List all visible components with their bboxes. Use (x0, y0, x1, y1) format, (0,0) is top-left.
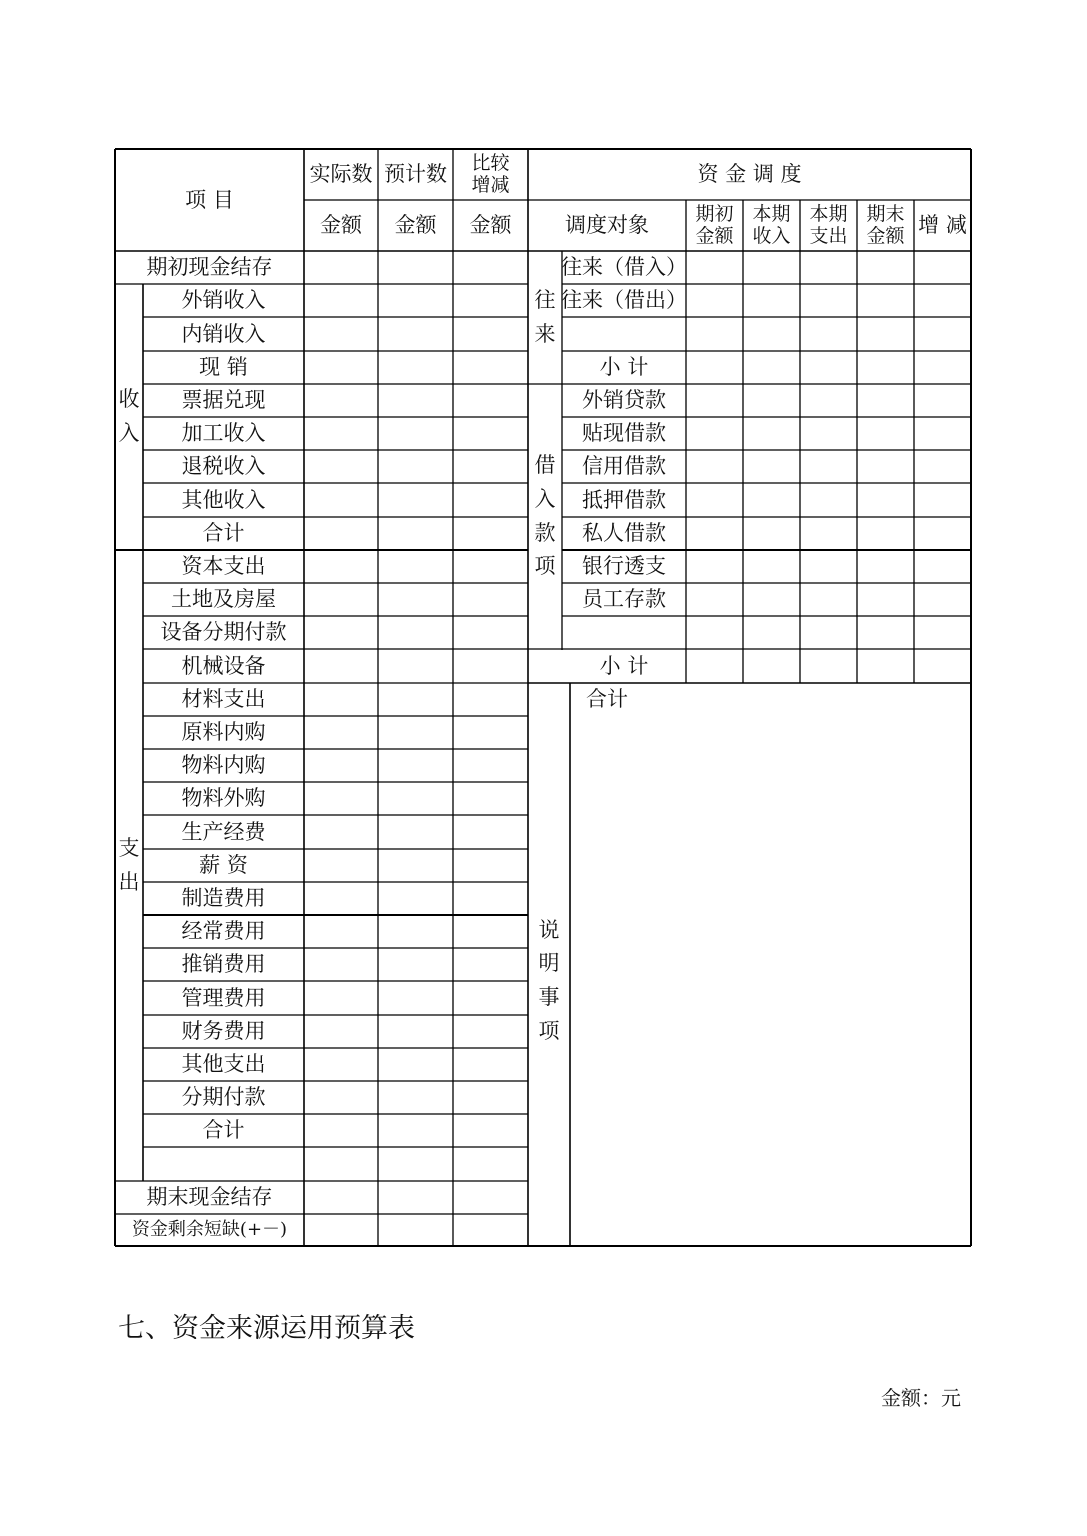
header-period-expense-line: 本期 (809, 203, 848, 226)
borrow-row-label (562, 616, 686, 649)
income-row-label: 内销收入 (181, 321, 266, 346)
intercourse-row-label: 小 计 (599, 355, 649, 379)
header-compare-amount: 金额 (469, 213, 512, 237)
header-actual: 实际数 (309, 162, 373, 186)
income-row-label: 现 销 (199, 355, 248, 379)
expense-row-label: 原料内购 (181, 720, 266, 744)
header-opening-amount (686, 200, 743, 251)
expense-group-label-line: 出 (118, 869, 140, 894)
borrow-row-label: 私人借款 (582, 521, 666, 545)
expense-row-label: 生产经费 (181, 819, 266, 844)
section-title: 七、资金来源运用预算表 (118, 1313, 415, 1344)
header-item: 项 目 (185, 187, 234, 212)
borrow-row-label: 小 计 (599, 653, 649, 678)
income-row-label: 外销收入 (181, 288, 266, 312)
header-closing-amount (857, 200, 914, 251)
header-dispatch-target: 调度对象 (565, 213, 649, 237)
borrow-group-label-line: 入 (534, 486, 556, 511)
expense-row-label: 推销费用 (181, 952, 266, 976)
notes-group-label-line: 项 (538, 1018, 560, 1043)
expense-row-label (143, 1147, 304, 1181)
income-row-label: 票据兑现 (181, 388, 266, 412)
expense-row-label: 合计 (202, 1118, 245, 1142)
income-group-label-line: 收 (118, 387, 140, 412)
expense-row-label: 管理费用 (181, 985, 266, 1010)
expense-group-label (115, 550, 143, 1181)
header-opening-amount-line: 期初 (695, 203, 734, 226)
dispatch-total-label: 合计 (586, 687, 628, 711)
header-estimate: 预计数 (384, 162, 447, 186)
income-row-label: 加工收入 (181, 421, 266, 445)
expense-row-label: 土地及房屋 (171, 587, 276, 611)
intercourse-group-label (528, 251, 562, 384)
header-compare-line: 增减 (471, 173, 510, 196)
header-estimate-amount: 金额 (394, 213, 437, 237)
expense-row-label: 物料内购 (181, 753, 266, 777)
borrow-group-label-line: 借 (534, 453, 556, 478)
opening-cash-label: 期初现金结存 (146, 255, 273, 279)
income-group-label-line: 入 (118, 421, 140, 445)
header-closing-amount-line: 期末 (866, 203, 905, 226)
intercourse-group-label-line: 来 (534, 321, 556, 346)
borrow-row-label: 信用借款 (582, 454, 666, 478)
expense-row-label: 分期付款 (181, 1085, 266, 1109)
expense-group-label-line: 支 (118, 835, 140, 860)
expense-row-label: 机械设备 (181, 653, 266, 678)
header-actual-amount: 金额 (320, 213, 362, 237)
borrow-row-label: 员工存款 (582, 587, 666, 611)
expense-row-label: 经常费用 (181, 919, 266, 943)
header-period-income (743, 200, 800, 251)
header-period-expense (800, 200, 857, 251)
intercourse-row-label: 往来（借出） (561, 288, 687, 312)
unit-note: 金额：元 (881, 1386, 961, 1410)
borrow-group-label (528, 384, 562, 649)
notes-group-label-line: 事 (538, 985, 560, 1009)
header-period-income-line: 本期 (752, 203, 791, 226)
header-change: 增 减 (918, 213, 967, 237)
header-closing-amount-line: 金额 (866, 224, 905, 247)
header-opening-amount-line: 金额 (695, 224, 734, 247)
expense-row-label: 物料外购 (181, 786, 266, 810)
header-period-income-line: 收入 (752, 224, 791, 247)
header-period-expense-line: 支出 (809, 224, 848, 247)
borrow-group-label-line: 项 (534, 554, 556, 579)
expense-row-label: 资本支出 (181, 554, 266, 578)
expense-row-label: 材料支出 (181, 687, 266, 711)
expense-row-label: 设备分期付款 (160, 620, 287, 644)
notes-group-label-line: 明 (538, 951, 560, 976)
surplus-label: 资金剩余短缺(+－) (131, 1219, 288, 1240)
header-compare-line: 比较 (471, 152, 510, 175)
expense-row-label: 制造费用 (181, 886, 266, 910)
borrow-row-label: 银行透支 (582, 554, 666, 578)
expense-row-label: 财务费用 (181, 1019, 266, 1043)
borrow-row-label: 抵押借款 (582, 487, 666, 512)
income-row-label: 其他收入 (181, 487, 266, 512)
borrow-row-label: 贴现借款 (582, 421, 666, 445)
income-row-label: 合计 (202, 521, 245, 545)
borrow-group-label-line: 款 (534, 520, 556, 545)
intercourse-row-label: 往来（借入） (561, 255, 687, 279)
intercourse-row-label (562, 317, 686, 351)
intercourse-group-label-line: 往 (534, 287, 556, 312)
notes-group-label-line: 说 (538, 917, 560, 942)
header-compare (453, 149, 528, 200)
expense-row-label: 其他支出 (181, 1052, 266, 1076)
income-row-label: 退税收入 (181, 454, 266, 478)
closing-cash-label: 期末现金结存 (146, 1185, 273, 1209)
expense-row-label: 薪 资 (199, 853, 248, 877)
header-dispatch: 资 金 调 度 (697, 162, 802, 186)
borrow-row-label: 外销贷款 (582, 388, 666, 412)
income-group-label (115, 284, 143, 550)
notes-group-label (528, 716, 570, 1246)
